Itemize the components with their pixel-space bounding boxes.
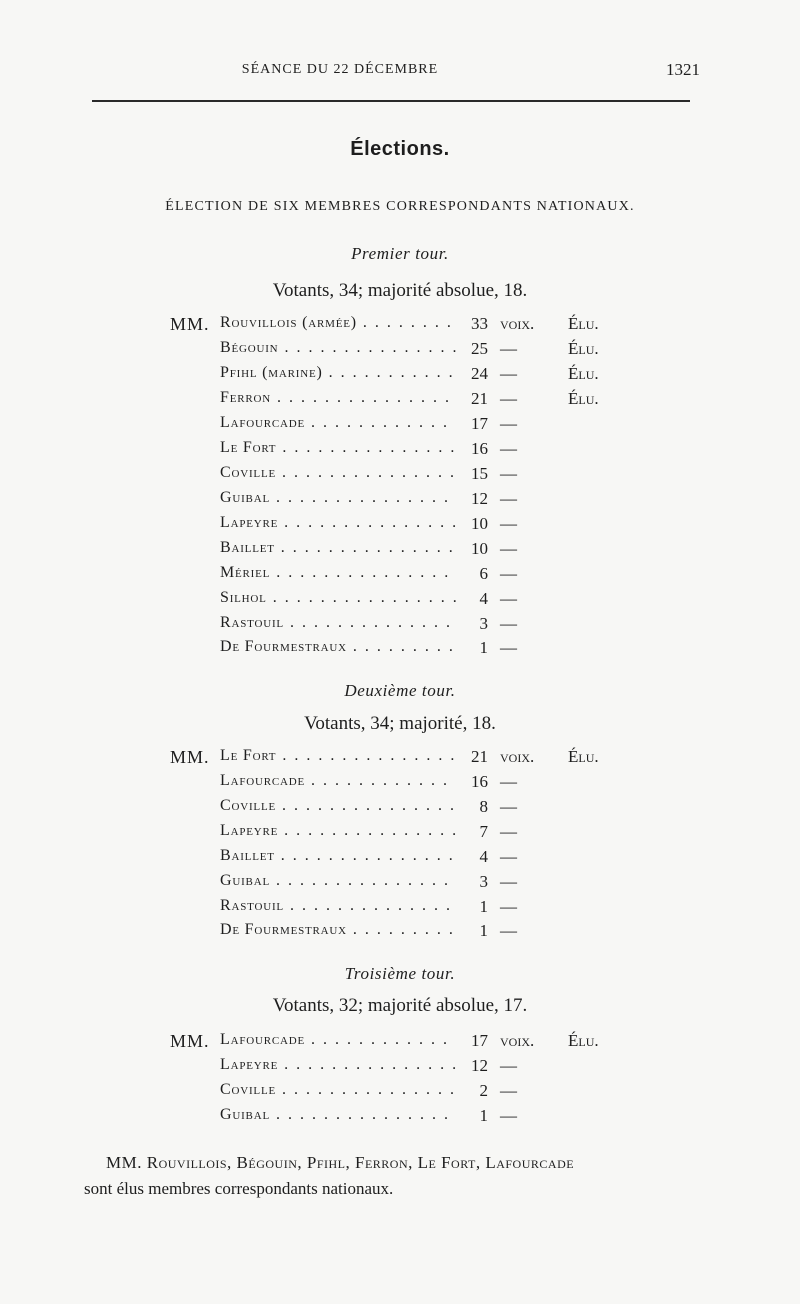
- vote-count: 33: [471, 314, 488, 333]
- vote-count: 24: [471, 364, 488, 383]
- candidate-name: Lapeyre . . .: [220, 822, 456, 840]
- tour-title: Premier tour.: [351, 244, 449, 263]
- vote-count: 7: [479, 822, 488, 841]
- mm-label: MM.: [170, 314, 210, 334]
- vote-count: 4: [479, 589, 488, 608]
- vote-count: 16: [471, 772, 488, 791]
- result-row: [220, 364, 620, 388]
- vote-count: 15: [471, 464, 488, 483]
- result-row: [220, 1056, 620, 1080]
- candidate-name: Le Fort . . .: [220, 747, 456, 765]
- result-row: [220, 797, 620, 821]
- vote-unit: —: [500, 439, 517, 458]
- result-row: [220, 489, 620, 513]
- result-row: [220, 638, 620, 662]
- vote-unit: —: [500, 464, 517, 483]
- vote-count: 1: [479, 638, 488, 657]
- vote-count: 8: [479, 797, 488, 816]
- vote-count: 10: [471, 539, 488, 558]
- page-number: 1321: [666, 60, 700, 79]
- vote-unit: —: [500, 514, 517, 533]
- vote-count: 1: [479, 921, 488, 940]
- result-row: [220, 414, 620, 438]
- result-row: [220, 1031, 620, 1055]
- result-row: [220, 897, 620, 921]
- election-result: Élu.: [568, 1031, 599, 1050]
- vote-unit: —: [500, 638, 517, 657]
- running-title: SÉANCE DU 22 DÉCEMBRE: [241, 62, 439, 77]
- vote-count: 10: [471, 514, 488, 533]
- vote-count: 16: [471, 439, 488, 458]
- candidate-name: Guibal . . .: [220, 1106, 456, 1124]
- result-row: [220, 464, 620, 488]
- vote-unit: —: [500, 339, 517, 358]
- result-row: [220, 314, 620, 338]
- candidate-name: Baillet . . .: [220, 539, 456, 557]
- candidate-name: Coville . . .: [220, 1081, 456, 1099]
- vote-unit: —: [500, 1106, 517, 1125]
- vote-unit: —: [500, 364, 517, 383]
- result-row: [220, 439, 620, 463]
- vote-count: 21: [471, 389, 488, 408]
- vote-unit: voix.: [500, 747, 535, 766]
- election-result: Élu.: [568, 389, 599, 408]
- candidate-name: Lafourcade . . .: [220, 772, 456, 790]
- result-row: [220, 614, 620, 638]
- candidate-name: Ferron . . .: [220, 389, 456, 407]
- vote-unit: —: [500, 797, 517, 816]
- tour-title: Troisième tour.: [344, 964, 456, 983]
- result-row: [220, 564, 620, 588]
- vote-unit: —: [500, 1056, 517, 1075]
- vote-unit: —: [500, 921, 517, 940]
- result-row: [220, 872, 620, 896]
- vote-unit: —: [500, 414, 517, 433]
- running-header: [90, 60, 700, 84]
- vote-unit: —: [500, 872, 517, 891]
- candidate-name: Rastouil . . .: [220, 614, 456, 632]
- vote-count: 1: [479, 1106, 488, 1125]
- candidate-name: Le Fort . . .: [220, 439, 456, 457]
- conclusion-line: MM. Rouvillois, Bégouin, Pfihl, Ferron, Le Fort, Lafourcade: [106, 1153, 575, 1172]
- vote-count: 3: [479, 614, 488, 633]
- candidate-name: Lafourcade . . .: [220, 1031, 456, 1049]
- election-result: Élu.: [568, 314, 599, 333]
- vote-unit: —: [500, 614, 517, 633]
- candidate-name: Coville . . .: [220, 464, 456, 482]
- result-row: [220, 1081, 620, 1105]
- vote-unit: —: [500, 389, 517, 408]
- tour-summary: Votants, 34; majorité absolue, 18.: [272, 280, 528, 301]
- candidate-name: Silhol . . .: [220, 589, 456, 607]
- vote-unit: —: [500, 847, 517, 866]
- vote-count: 6: [479, 564, 488, 583]
- vote-count: 2: [479, 1081, 488, 1100]
- vote-count: 12: [471, 489, 488, 508]
- vote-unit: voix.: [500, 1031, 535, 1050]
- vote-count: 21: [471, 747, 488, 766]
- result-row: [220, 772, 620, 796]
- vote-unit: voix.: [500, 314, 535, 333]
- tour-title: Deuxième tour.: [344, 681, 456, 700]
- mm-label: MM.: [170, 1031, 210, 1051]
- vote-count: 4: [479, 847, 488, 866]
- result-row: [220, 921, 620, 945]
- candidate-name: Bégouin . . .: [220, 339, 456, 357]
- candidate-name: Lapeyre . . .: [220, 514, 456, 532]
- vote-unit: —: [500, 822, 517, 841]
- result-row: [220, 847, 620, 871]
- candidate-name: Baillet . . .: [220, 847, 456, 865]
- vote-unit: —: [500, 489, 517, 508]
- vote-count: 17: [471, 1031, 488, 1050]
- vote-unit: —: [500, 564, 517, 583]
- conclusion-line: sont élus membres correspondants nationaux.: [84, 1179, 394, 1198]
- vote-unit: —: [500, 539, 517, 558]
- election-result: Élu.: [568, 364, 599, 383]
- result-row: [220, 747, 620, 771]
- candidate-name: Mériel . . .: [220, 564, 456, 582]
- vote-count: 17: [471, 414, 488, 433]
- candidate-name: Guibal . . .: [220, 872, 456, 890]
- result-row: [220, 822, 620, 846]
- election-result: Élu.: [568, 747, 599, 766]
- vote-count: 25: [471, 339, 488, 358]
- candidate-name: De Fourmestraux . . .: [220, 921, 456, 939]
- candidate-name: Coville . . .: [220, 797, 456, 815]
- candidate-name: Pfihl (marine) . . .: [220, 364, 456, 382]
- result-row: [220, 339, 620, 363]
- result-row: [220, 539, 620, 563]
- result-row: [220, 389, 620, 413]
- section-heading: Élections.: [350, 138, 450, 160]
- conclusion-paragraph: [84, 1150, 704, 1202]
- tour-summary: Votants, 34; majorité, 18.: [304, 713, 496, 734]
- section-subheading: ÉLECTION DE SIX MEMBRES CORRESPONDANTS NATIONAUX.: [165, 199, 635, 214]
- candidate-name: De Fourmestraux . . .: [220, 638, 456, 656]
- vote-count: 12: [471, 1056, 488, 1075]
- candidate-name: Lapeyre . . .: [220, 1056, 456, 1074]
- result-row: [220, 1106, 620, 1130]
- vote-unit: —: [500, 1081, 517, 1100]
- result-row: [220, 589, 620, 613]
- candidate-name: Lafourcade . . .: [220, 414, 456, 432]
- election-result: Élu.: [568, 339, 599, 358]
- vote-unit: —: [500, 589, 517, 608]
- result-row: [220, 514, 620, 538]
- candidate-name: Guibal . . .: [220, 489, 456, 507]
- vote-unit: —: [500, 772, 517, 791]
- vote-count: 1: [479, 897, 488, 916]
- tour-summary: Votants, 32; majorité absolue, 17.: [272, 995, 528, 1016]
- vote-unit: —: [500, 897, 517, 916]
- header-rule: [92, 100, 690, 102]
- vote-count: 3: [479, 872, 488, 891]
- candidate-name: Rouvillois (armée) . . .: [220, 314, 456, 332]
- candidate-name: Rastouil . . .: [220, 897, 456, 915]
- mm-label: MM.: [170, 747, 210, 767]
